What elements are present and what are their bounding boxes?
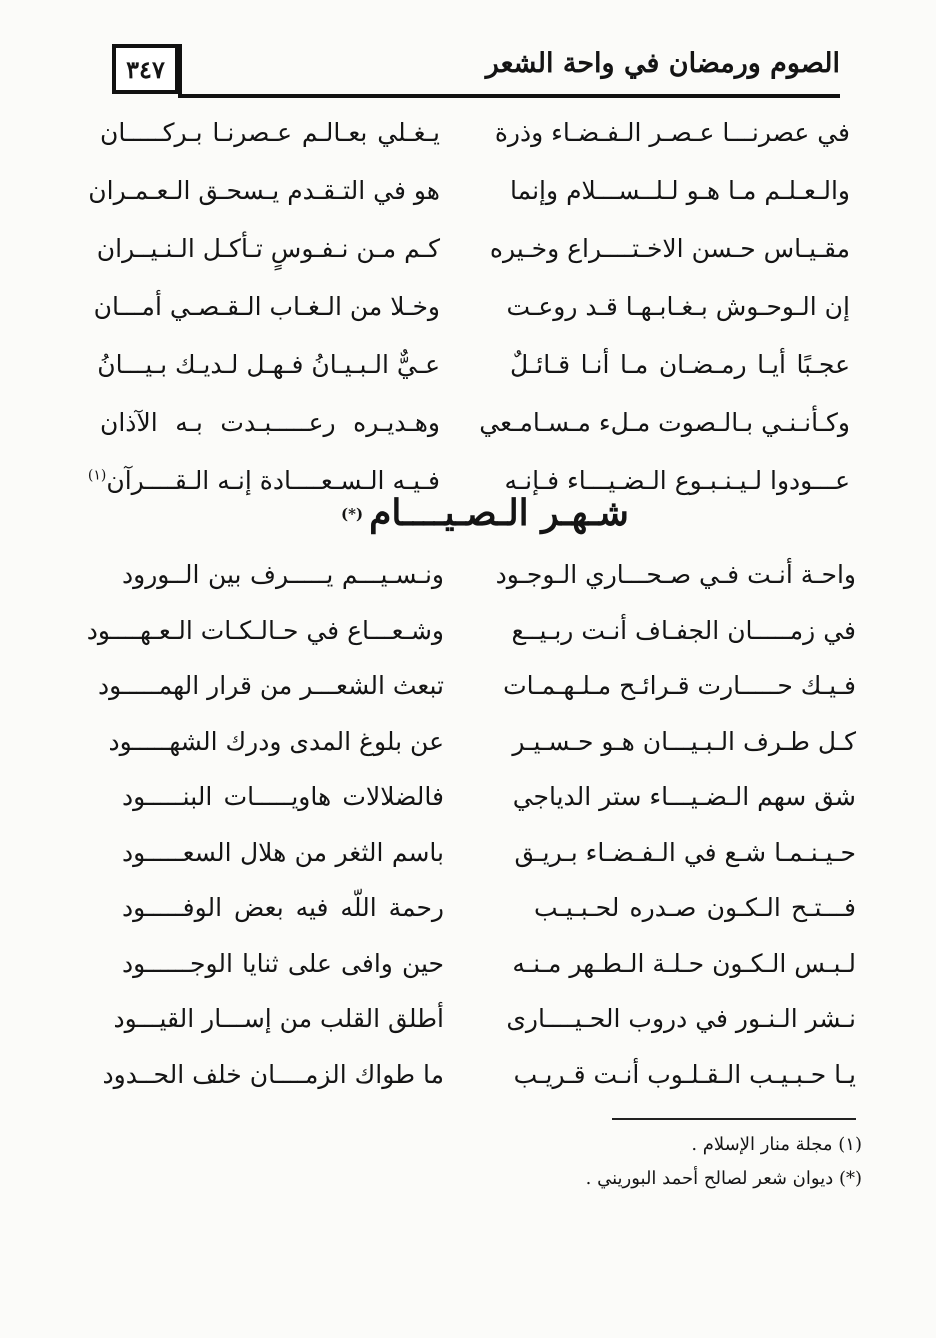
section-heading	[340, 492, 630, 552]
couplet	[100, 948, 856, 1005]
footnote-1: (١) مجلة منار الإسلام .	[691, 1134, 862, 1155]
footnotes	[362, 1128, 862, 1196]
first-hemistich: واحـة أنـت فـي صـحـــاري الـوجـود	[495, 560, 856, 589]
section-title: شـهـر الـصـيــــام	[369, 492, 629, 534]
second-hemistich: هو في التـقـدم يـسحـق الـعـمـران	[88, 176, 440, 205]
page-number: ٣٤٧	[112, 44, 182, 94]
second-hemistich: أطلق القلب من إســـار القيـــود	[113, 1004, 444, 1033]
second-hemistich: ونـسـيـــم يـــــرف بين الــورود	[122, 560, 444, 589]
second-hemistich	[87, 466, 440, 495]
couplet	[100, 560, 856, 616]
heading-footnote-mark: (*)	[341, 504, 364, 523]
poem-2	[86, 560, 856, 1115]
first-hemistich: كـل طـرف الـبـيـــان هـو حـسـيـر	[512, 726, 856, 756]
second-hemistich: رحمة اللّه فيه بعض الوفـــــود	[122, 893, 444, 922]
header-rule	[178, 94, 840, 98]
couplet	[100, 837, 856, 894]
second-hemistich: تبعث الشعـــر من قرار الهمـــــود	[98, 671, 444, 700]
second-hemistich: ما طواك الزمــــان خلف الحــدود	[102, 1059, 444, 1089]
first-hemistich: يـا حـبـيـب الـقـلـوب أنـت قـريـب	[513, 1059, 856, 1089]
second-hemistich: عن بلوغ المدى ودرك الشهـــــود	[108, 726, 444, 756]
first-hemistich: نـشر الـنـور في دروب الحـيــــارى	[506, 1004, 856, 1033]
footnote-2: (*) ديوان شعر لصالح أحمد البوريني .	[585, 1168, 862, 1189]
first-hemistich: مقـيـاس حـسن الاخـتــــراع وخـيره	[489, 234, 850, 263]
first-hemistich: فـــتـح الـكـون صـدره لحـبـيـب	[534, 893, 856, 922]
first-hemistich: عـــودوا لـيـنـبـوع الـضـيـــاء فـإنـه	[504, 466, 850, 495]
couplet	[100, 782, 856, 838]
second-hemistich: يـغـلي بعـالـم عـصرنـا بـركـــــان	[100, 118, 440, 147]
first-hemistich: وكـأنـنـي بـالـصوت مـلء مـسـامـعي	[479, 408, 850, 437]
poem-1	[87, 118, 850, 524]
page-header	[112, 38, 840, 102]
second-hemistich: عـيٌّ الـبـيـانُ فـهـل لـديـك بـيـــانُ	[97, 350, 440, 379]
first-hemistich: إن الـوحـوش بـغـابـهـا قـد روعـت	[506, 292, 850, 321]
first-hemistich: فـيـك حـــــارت قـرائـح مـلـهـمـات	[503, 671, 856, 700]
footnote-rule	[612, 1118, 856, 1120]
first-hemistich: والـعـلـم مـا هـو لـلــســـلام وإنما	[510, 176, 850, 205]
couplet	[100, 726, 856, 783]
couplet	[97, 350, 850, 408]
first-hemistich: شق سهم الـضـيـــاء ستر الدياجي	[512, 782, 856, 811]
second-hemistich: وخـلا من الـغـاب الـقـصـي أمـــان	[93, 292, 440, 321]
couplet	[86, 615, 856, 672]
second-hemistich: فالضلالات هاويـــــات البنـــــود	[122, 782, 444, 811]
second-hemistich: وهـديـره رعـــــبـدت بـه الآذان	[100, 408, 440, 437]
second-hemistich: باسم الثغر من هلال السعـــــود	[122, 837, 444, 867]
second-hemistich: حين وافى على ثنايا الوجــــــود	[122, 948, 444, 978]
second-hemistich: وشـعـــاع في حـالـكـات الـعـهــــود	[86, 615, 444, 645]
first-hemistich: عجـبًا أيـا رمـضـان مـا أنـا قـائـلٌ	[510, 350, 850, 379]
couplet	[96, 234, 850, 292]
couplet	[100, 1059, 856, 1116]
couplet	[100, 118, 850, 176]
footnote-reference: (١)	[87, 467, 107, 484]
couplet	[100, 893, 856, 949]
second-hemistich: كـم مـن نـفـوسٍ تـأكـل الـنـيــران	[96, 234, 440, 263]
first-hemistich: حـيـنـمـا شـع في الـفـضـاء بـريـق	[514, 837, 856, 867]
first-hemistich: لـبـس الـكـون حـلـة الـطـهر مـنـه	[512, 948, 856, 978]
couplet	[88, 176, 850, 234]
first-hemistich: في عصرنـــا عـصـر الـفـضـاء وذرة	[494, 118, 850, 147]
first-hemistich: في زمـــــان الجفـاف أنـت ربـيــع	[511, 615, 856, 645]
couplet	[100, 408, 850, 466]
running-title: الصوم ورمضان في واحة الشعر	[485, 48, 840, 79]
couplet	[98, 671, 856, 727]
couplet	[100, 1004, 856, 1060]
couplet	[93, 292, 850, 350]
verse-text: فـيـه الـسـعــــادة إنـه الـقــــرآن	[106, 466, 440, 495]
